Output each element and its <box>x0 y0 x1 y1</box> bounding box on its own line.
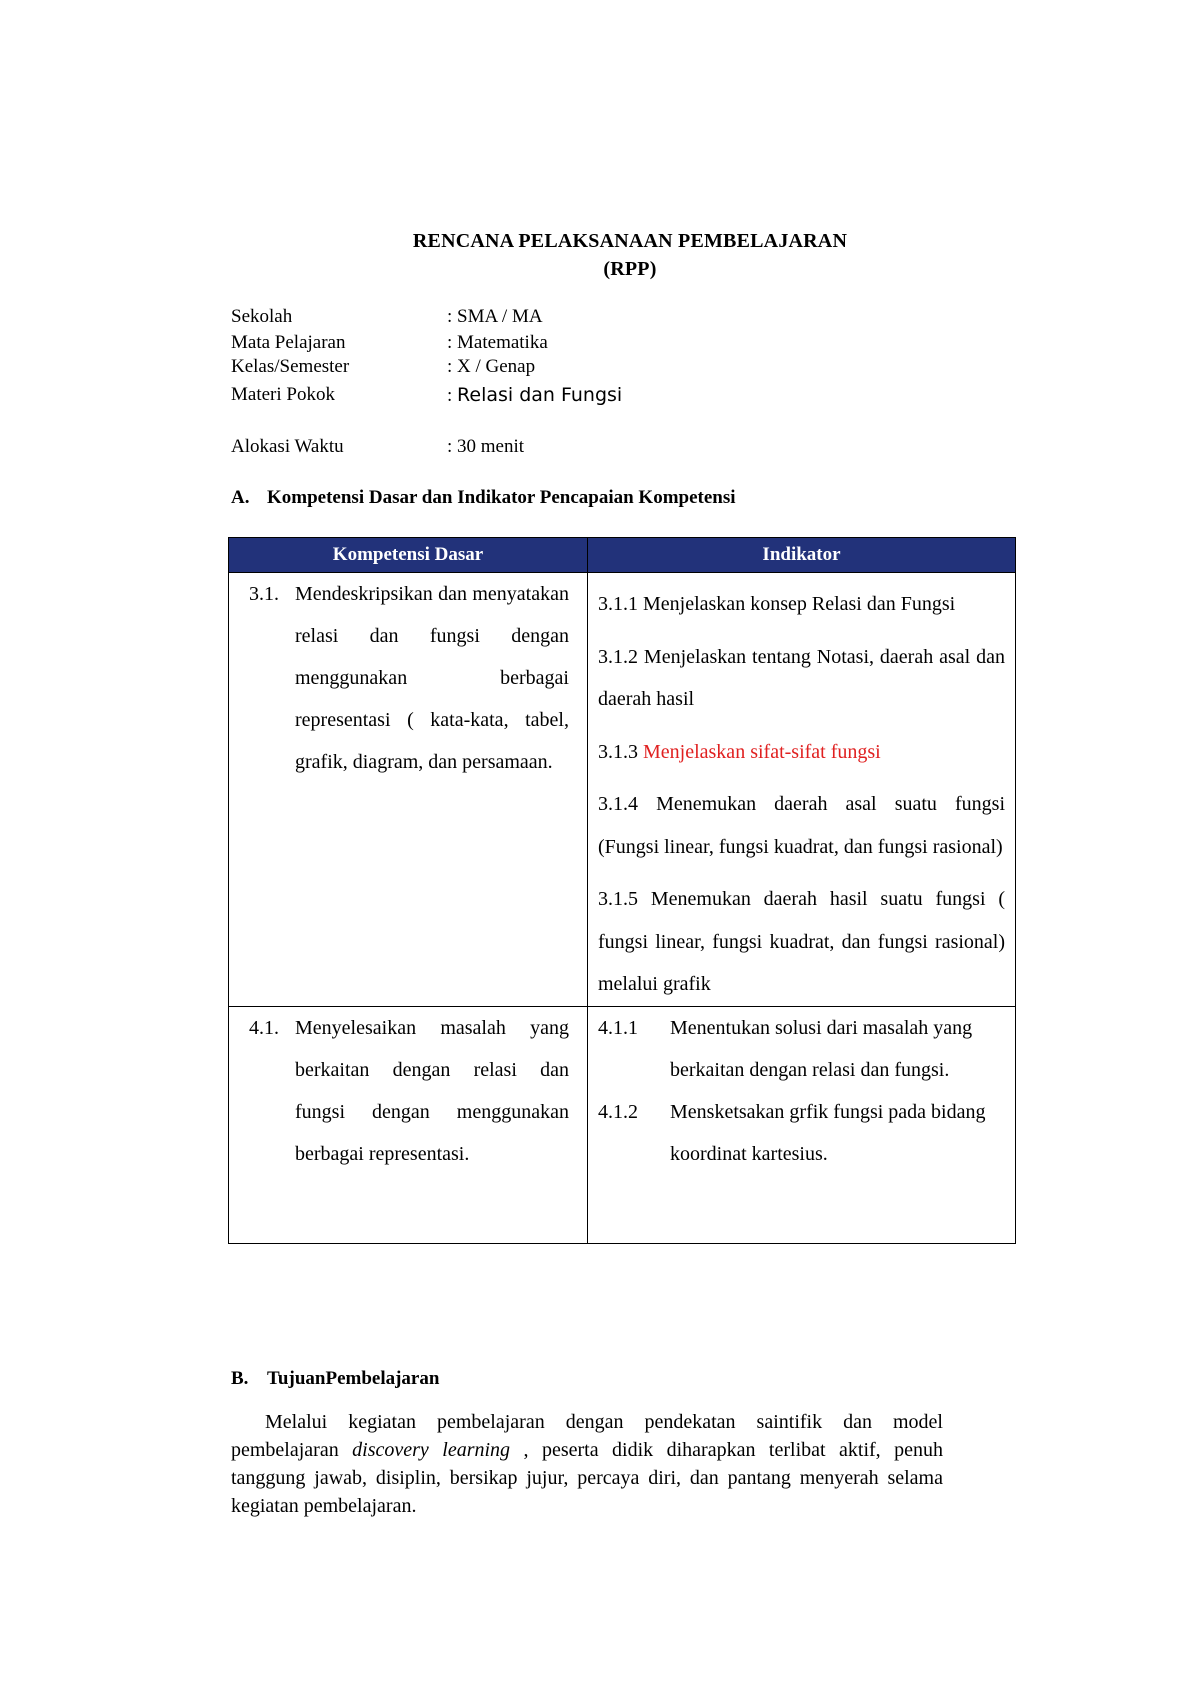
kd-number: 3.1. <box>249 583 279 605</box>
paragraph-text-start: Melalui kegiatan pembelajaran dengan pendekatan saintifik dan model pembelajaran <box>231 1411 943 1461</box>
indicator-number: 3.1.4 <box>598 793 638 815</box>
indicator-text: Menjelaskan konsep Relasi dan Fungsi <box>643 593 956 615</box>
indicator-item <box>598 783 1005 868</box>
indicator-number: 4.1.1 <box>598 1016 638 1039</box>
kd-text: Menyelesaikan masalah yang berkaitan dengan relasi dan fungsi dengan menggunakan berbagai representasi. <box>295 1016 569 1165</box>
indicator-number: 3.1.5 <box>598 888 638 910</box>
indicator-cell-4-1 <box>588 1006 1016 1243</box>
info-value <box>447 384 622 407</box>
indicator-item <box>598 1091 1005 1175</box>
indicator-text-red: Menjelaskan sifat-sifat fungsi <box>643 740 881 763</box>
section-title: TujuanPembelajaran <box>267 1368 440 1389</box>
info-label: Materi Pokok <box>231 384 335 405</box>
paragraph-text-italic: discovery learning <box>352 1439 511 1461</box>
indicator-text: Menjelaskan tentang Notasi, daerah asal dan daerah hasil <box>598 645 1005 710</box>
table-row <box>229 573 1016 1007</box>
kompetensi-table <box>228 537 1016 1244</box>
indicator-item <box>598 636 1005 721</box>
info-value: : Matematika <box>447 332 548 353</box>
indicator-text: Menentukan solusi dari masalah yang berkaitan dengan relasi dan fungsi. <box>670 1016 973 1081</box>
header-kompetensi-dasar: Kompetensi Dasar <box>229 538 588 573</box>
materi-pokok-value: Relasi dan Fungsi <box>457 384 623 406</box>
indicator-item-highlighted <box>598 731 1005 774</box>
paragraph-text-end: , peserta didik diharapkan terlibat aktif, penuh tanggung jawab, disiplin, bersikap jujur, percaya diri, dan pantang menyerah selama kegiatan pembelajaran. <box>231 1439 944 1517</box>
kd-number: 4.1. <box>249 1016 279 1039</box>
indicator-item <box>598 1007 1005 1091</box>
document-subtitle: (RPP) <box>603 258 657 280</box>
section-letter: A. <box>231 487 250 508</box>
kd-text: Mendeskripsikan dan menyatakan relasi dan fungsi dengan menggunakan berbagai representasi ( kata-kata, tabel, grafik, diagram, dan persamaan. <box>295 583 569 773</box>
table-row <box>229 1006 1016 1243</box>
info-label: Mata Pelajaran <box>231 332 346 353</box>
tujuan-paragraph <box>231 1408 943 1520</box>
kd-cell-4-1 <box>229 1006 588 1243</box>
header-indikator: Indikator <box>588 538 1016 573</box>
section-title: Kompetensi Dasar dan Indikator Pencapaian Kompetensi <box>267 487 736 508</box>
info-value: : 30 menit <box>447 436 525 457</box>
indicator-item <box>598 583 1005 626</box>
indicator-text: Menemukan daerah hasil suatu fungsi ( fungsi linear, fungsi kuadrat, dan fungsi rasional) melalui grafik <box>598 888 1006 995</box>
section-a-heading <box>231 487 736 509</box>
indicator-number: 4.1.2 <box>598 1100 638 1123</box>
info-value: : X / Genap <box>447 356 536 377</box>
info-value: : SMA / MA <box>447 306 543 327</box>
indicator-text: Mensketsakan grfik fungsi pada bidang koordinat kartesius. <box>670 1100 986 1165</box>
indicator-text: Menemukan daerah asal suatu fungsi (Fungsi linear, fungsi kuadrat, dan fungsi rasional) <box>598 793 1006 858</box>
kd-cell-3-1 <box>229 573 588 1007</box>
section-b-heading <box>231 1368 439 1390</box>
info-label: Sekolah <box>231 306 293 327</box>
info-label: Alokasi Waktu <box>231 436 344 457</box>
indicator-cell-3-1 <box>588 573 1016 1007</box>
indicator-item <box>598 878 1005 1006</box>
info-label: Kelas/Semester <box>231 356 350 377</box>
info-value-prefix: : <box>447 385 458 406</box>
document-title: RENCANA PELAKSANAAN PEMBELAJARAN <box>412 230 848 252</box>
table-header-row <box>229 538 1016 573</box>
section-letter: B. <box>231 1368 249 1389</box>
indicator-number: 3.1.2 <box>598 645 638 668</box>
indicator-number: 3.1.3 <box>598 740 638 763</box>
indicator-number: 3.1.1 <box>598 593 638 615</box>
